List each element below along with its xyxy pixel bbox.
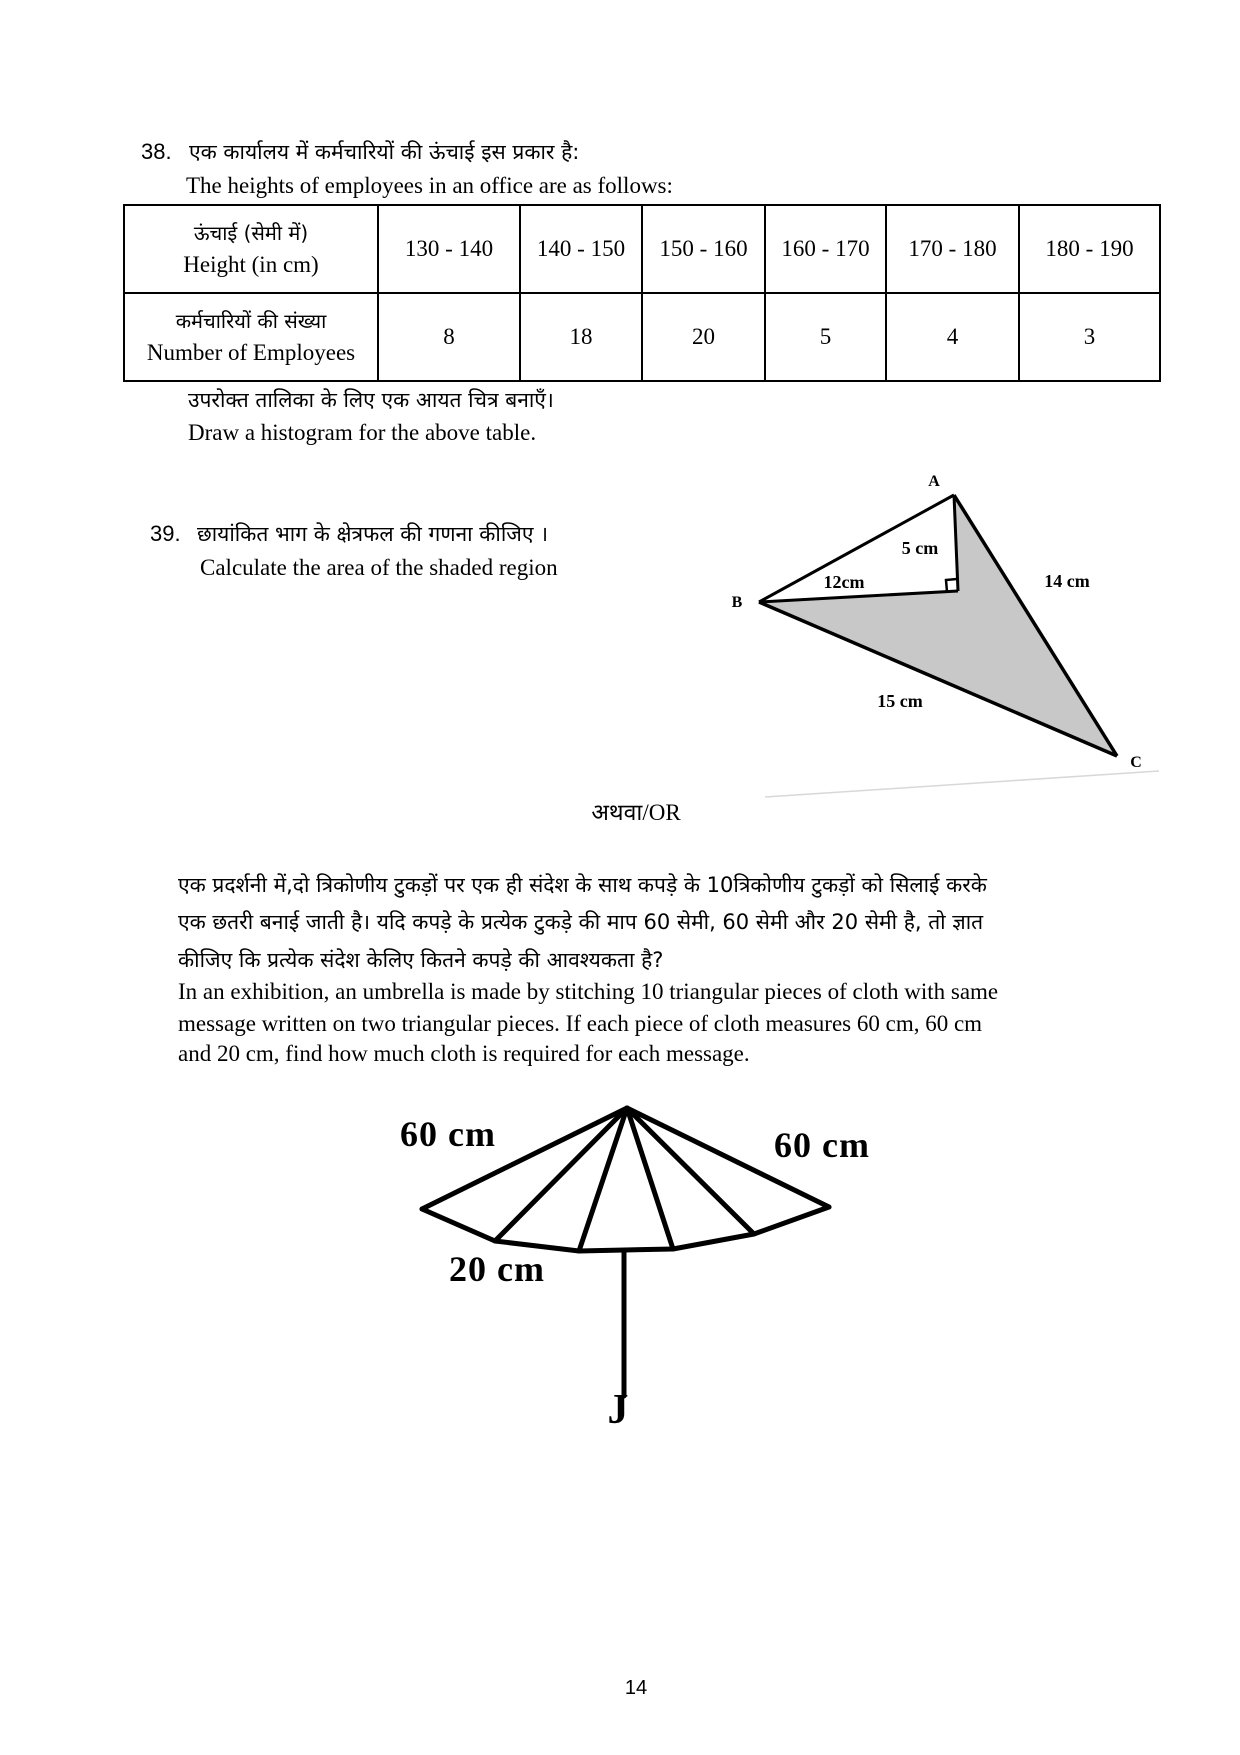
page-number: 14: [624, 1677, 648, 1699]
bc-length-label: 15 cm: [877, 691, 923, 711]
question-38-instruction-hindi: उपरोक्त तालिका के लिए एक आयत चित्र बनाएँ।: [188, 388, 554, 412]
table-cell: 180 - 190: [1019, 205, 1160, 293]
umbrella-base-label: 20 cm: [449, 1249, 545, 1289]
vertex-c-label: C: [1130, 754, 1142, 771]
table-cell: 150 - 160: [642, 205, 765, 293]
ad-length-label: 5 cm: [901, 538, 939, 558]
table-cell: 140 - 150: [520, 205, 642, 293]
table-row-count: [124, 293, 1160, 381]
table-row-header: [124, 293, 378, 381]
umbrella-left-side-label: 60 cm: [400, 1114, 496, 1154]
table-cell: 170 - 180: [886, 205, 1019, 293]
height-label-hindi: ऊंचाई (सेमी में): [193, 221, 309, 245]
alternative-english-line: In an exhibition, an umbrella is made by stitching 10 triangular pieces of cloth with same: [178, 979, 999, 1004]
height-label-english: Height (in cm): [183, 252, 319, 277]
umbrella-handle-hook: J: [607, 1387, 629, 1433]
question-39-hindi: छायांकित भाग के क्षेत्रफल की गणना कीजिए ।: [197, 522, 549, 546]
table-row-height: [124, 205, 1160, 293]
alternative-hindi-line: एक छतरी बनाई जाती है। यदि कपड़े के प्रत्येक टुकड़े की माप 60 सेमी, 60 सेमी और 20 सेमी है, तो ज्ञात: [178, 910, 984, 934]
umbrella-rim: [422, 1207, 829, 1251]
ac-length-label: 14 cm: [1044, 571, 1090, 591]
table-cell: 3: [1019, 293, 1160, 381]
question-38-hindi: एक कार्यालय में कर्मचारियों की ऊंचाई इस प्रकार है:: [189, 140, 580, 164]
table-cell: 8: [378, 293, 520, 381]
count-label-english: Number of Employees: [146, 340, 356, 365]
umbrella-figure: [360, 1090, 920, 1450]
alternative-hindi-line: एक प्रदर्शनी में,दो त्रिकोणीय टुकड़ों पर एक ही संदेश के साथ कपड़े के 10त्रिकोणीय टुकड़ों को सिलाई करके: [178, 873, 987, 897]
table-cell: 4: [886, 293, 1019, 381]
table-cell: 20: [642, 293, 765, 381]
shaded-triangle-figure: [720, 460, 1180, 810]
vertex-b-label: B: [731, 594, 743, 611]
question-39-number: 39.: [150, 521, 181, 546]
vertex-a-label: A: [928, 473, 940, 490]
bd-length-label: 12cm: [823, 572, 865, 592]
question-39-english: Calculate the area of the shaded region: [200, 555, 558, 580]
table-cell: 130 - 140: [378, 205, 520, 293]
table-cell: 18: [520, 293, 642, 381]
faint-baseline: [765, 771, 1159, 797]
question-38-instruction-english: Draw a histogram for the above table.: [188, 420, 537, 445]
or-separator: अथवा/OR: [591, 800, 681, 825]
alternative-hindi-line: कीजिए कि प्रत्येक संदेश केलिए कितने कपड़े की आवश्यकता है?: [178, 948, 664, 972]
question-38-english: The heights of employees in an office are as follows:: [186, 173, 673, 198]
table-row-header: [124, 205, 378, 293]
umbrella-right-side-label: 60 cm: [774, 1125, 870, 1165]
table-cell: 5: [765, 293, 886, 381]
question-38-number: 38.: [141, 139, 172, 164]
count-label-hindi: कर्मचारियों की संख्या: [175, 309, 327, 333]
height-frequency-table: [123, 204, 1161, 382]
table-cell: 160 - 170: [765, 205, 886, 293]
alternative-english-line: and 20 cm, find how much cloth is required for each message.: [178, 1041, 750, 1066]
alternative-english-line: message written on two triangular pieces. If each piece of cloth measures 60 cm, 60 cm: [178, 1011, 983, 1036]
